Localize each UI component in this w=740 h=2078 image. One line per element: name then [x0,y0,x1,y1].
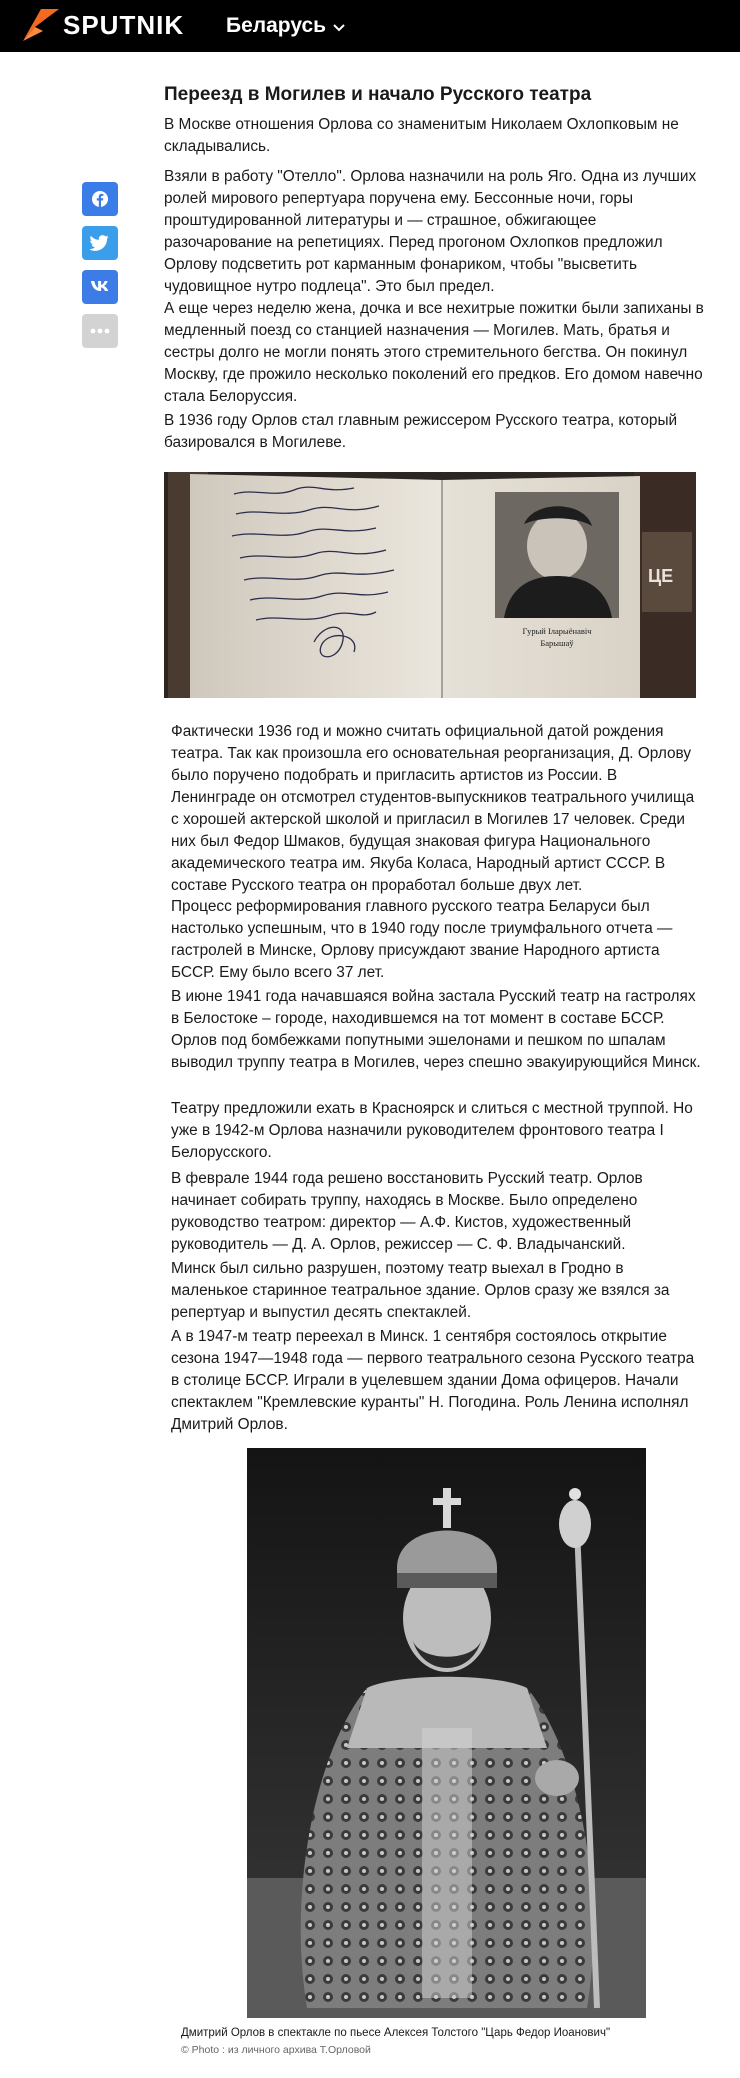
paragraph: А в 1947-м театр переехал в Минск. 1 сентября состоялось открытие сезона 1947—1948 года — первого театрального сезона Русского театра в столице БССР. Играли в уцелевшем здании Дома офицеров. Начали спектаклем "Кремлевские куранты" Н. Погодина. Роль Ленина исполнял Дмитрий Орлов. [171,1328,695,1433]
more-icon [90,328,110,334]
paragraph: Фактически 1936 год и можно считать официальной датой рождения театра. Так как произошла его основательная реорганизация, Д. Орлову было поручено подобрать и пригласить артистов из России. В Ленинграде он отсмотрел студентов-выпускников театрального училища с хорошей актерской школой и пригласил в Могилев 17 человек. Среди них был Федор Шмаков, будущая знаковая фигура Национального академического театра им. Якуба Коласа, Народный артист СССР. В составе Русского театра он проработал больше двух лет. [171,723,695,894]
brand-name: SPUTNIK [63,10,185,40]
paragraph: Театру предложили ехать в Красноярск и слиться с местной труппой. Но уже в 1942-м Орлова назначили руководителем фронтового театра I Белорусского. [171,1100,693,1161]
photo-credit: © Photo : из личного архива Т.Орловой [181,2044,371,2056]
share-vk-button[interactable] [82,270,118,304]
paragraph: В феврале 1944 года решено восстановить Русский театр. Орлов начинает собирать труппу, находясь в Москве. Было определено руководство театром: директор — А.Ф. Кистов, художественный руководитель — Д. А. Орлов, режиссер — С. Ф. Владычанский. [171,1170,643,1253]
portrait-caption-line1: Гурый Іларыёнавіч [522,626,592,636]
paragraph: В июне 1941 года начавшаяся война застала Русский театр на гастролях в Белостоке – городе, находившемся на тот момент в составе БССР. Орлов под бомбежками попутными эшелонами и пешком по шпалам выводил труппу театра в Могилев, через спешно эвакуирующийся Минск. [171,988,701,1071]
chevron-down-icon [333,14,345,38]
svg-text:ЦЕ: ЦЕ [648,566,674,586]
paragraph: Минск был сильно разрушен, поэтому театр выехал в Гродно в маленькое старинное театральное здание. Орлов сразу же взялся за репертуар и выпустил десять спектаклей. [171,1260,670,1321]
sputnik-wing-icon [21,7,61,43]
section-heading: Переезд в Могилев и начало Русского театра [164,84,592,105]
share-twitter-button[interactable] [82,226,118,260]
book-photo-illustration [164,472,696,698]
paragraph: В Москве отношения Орлова со знаменитым Николаем Охлопковым не складывались. [164,116,679,155]
paragraph: В 1936 году Орлов стал главным режиссером Русского театра, который базировался в Могилеве. [164,412,678,451]
site-header [0,0,740,52]
paragraph: Процесс реформирования главного русского театра Беларуси был настолько успешным, что в 1940 году после триумфального отчета — гастролей в Минске, Орлову присуждают звание Народного артиста БССР. Ему было всего 37 лет. [171,898,673,981]
paragraph: А еще через неделю жена, дочка и все нехитрые пожитки были запиханы в медленный поезд со станцией назначения — Могилев. Мать, братья и сестры долго не могли понять этого стремительного бегства. Он покинул Москву, где прожило несколько поколений его предков. Его домом навечно стала Белоруссия. [164,300,704,405]
region-selector[interactable] [226,14,345,38]
actor-photo-illustration [247,1448,646,2018]
share-more-button[interactable] [82,314,118,348]
vk-icon [90,280,110,294]
photo-caption: Дмитрий Орлов в спектакле по пьесе Алексея Толстого "Царь Федор Иоанович" [181,2027,611,2039]
book-inscription-photo [164,472,696,698]
share-facebook-button[interactable] [82,182,118,216]
paragraph: Взяли в работу "Отелло". Орлова назначили на роль Яго. Одна из лучших ролей мирового репертуара поручена ему. Бессонные ночи, горы проштудированной литературы и — страшное, обжигающее разочарование на репетициях. Перед прогоном Охлопков предложил Орлову подсветить рот карманным фонариком, чтобы "высветить чудовищное нутро подлеца". Это был предел. [164,168,697,295]
actor-portrait-photo [247,1448,646,2018]
facebook-icon [91,190,109,208]
twitter-icon [90,235,110,251]
portrait-caption-line2: Барышаў [540,638,574,648]
sputnik-logo[interactable] [21,7,211,43]
region-label: Беларусь [226,14,327,37]
